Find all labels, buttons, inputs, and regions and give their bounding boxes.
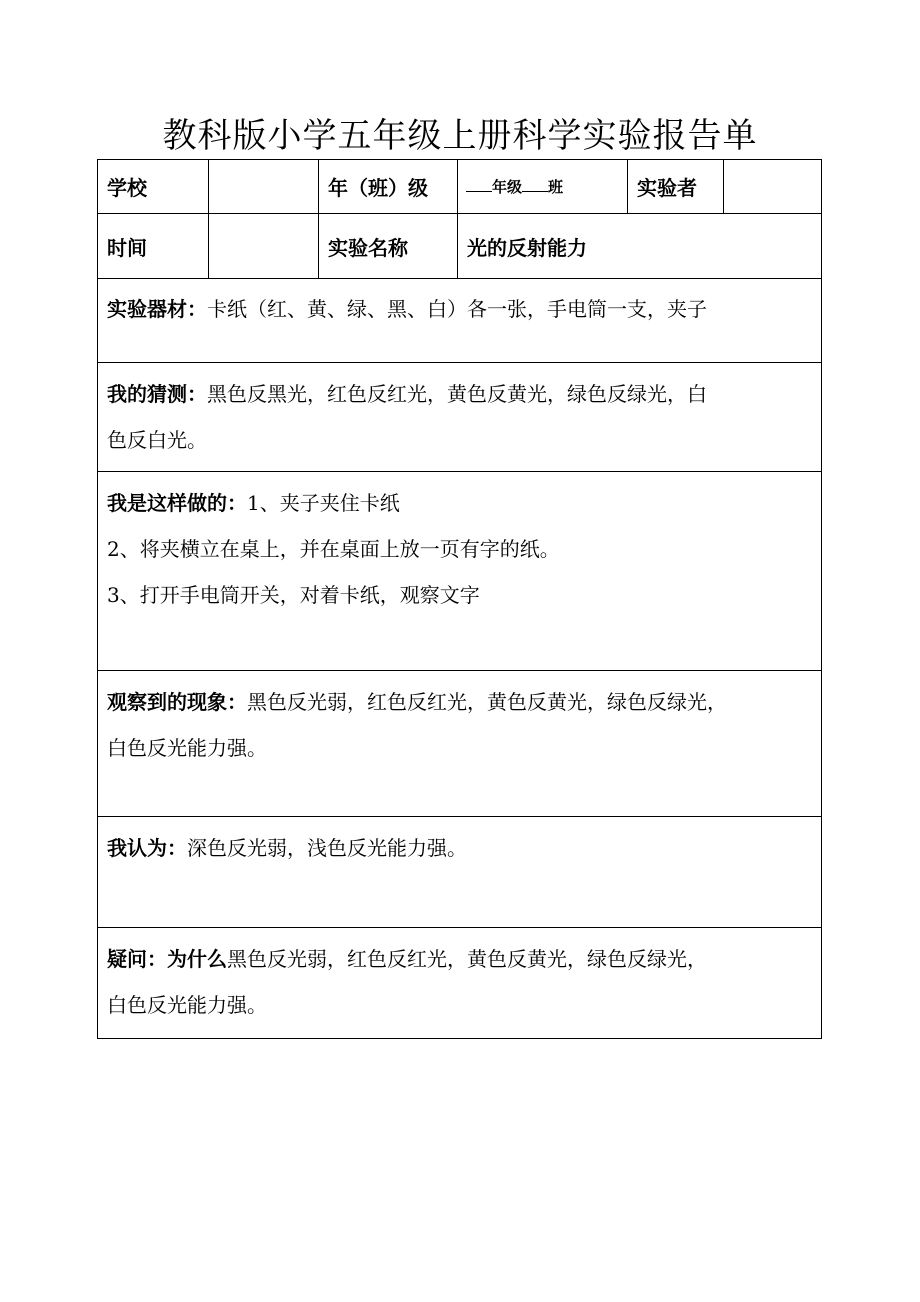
guess-label: 我的猜测： xyxy=(107,382,207,406)
conclusion-cell xyxy=(98,817,822,928)
guess-text-line1: 黑色反黑光，红色反红光，黄色反黄光，绿色反绿光，白 xyxy=(207,382,707,406)
school-label: 学校 xyxy=(98,160,209,214)
report-table xyxy=(97,159,822,1039)
materials-text: 卡纸（红、黄、绿、黑、白）各一张，手电筒一支，夹子 xyxy=(207,297,707,321)
materials-row xyxy=(98,279,822,363)
question-cell xyxy=(98,928,822,1039)
experiment-name-value: 光的反射能力 xyxy=(458,214,822,279)
question-label: 疑问：为什么 xyxy=(107,947,227,971)
question-text-line2: 白色反光能力强。 xyxy=(107,993,267,1017)
time-label: 时间 xyxy=(98,214,209,279)
question-row xyxy=(98,928,822,1039)
guess-row xyxy=(98,363,822,472)
observation-text-line1: 黑色反光弱，红色反红光，黄色反黄光，绿色反绿光， xyxy=(247,690,727,714)
class-suffix: 班 xyxy=(548,178,564,196)
procedure-step-2: 2、将夹横立在桌上，并在桌面上放一页有字的纸。 xyxy=(107,537,560,561)
procedure-step-1: 1、夹子夹住卡纸 xyxy=(247,491,400,515)
header-row-time xyxy=(98,214,822,279)
observation-text-line2: 白色反光能力强。 xyxy=(107,736,267,760)
procedure-step-3: 3、打开手电筒开关，对着卡纸，观察文字 xyxy=(107,583,480,607)
observation-label: 观察到的现象： xyxy=(107,690,247,714)
conclusion-label: 我认为： xyxy=(107,836,187,860)
time-field[interactable] xyxy=(209,214,319,279)
school-field[interactable] xyxy=(209,160,319,214)
page-title: 教科版小学五年级上册科学实验报告单 xyxy=(162,116,758,156)
grade-suffix: 年级 xyxy=(492,178,523,196)
materials-label: 实验器材： xyxy=(107,297,207,321)
header-row-school xyxy=(98,160,822,214)
question-text-line1: 黑色反光弱，红色反红光，黄色反黄光，绿色反绿光， xyxy=(227,947,707,971)
guess-cell xyxy=(98,363,822,472)
grade-class-label: 年（班）级 xyxy=(319,160,458,214)
guess-text-line2: 色反白光。 xyxy=(107,428,207,452)
class-blank[interactable] xyxy=(522,176,548,192)
conclusion-row xyxy=(98,817,822,928)
procedure-cell xyxy=(98,472,822,671)
procedure-label: 我是这样做的： xyxy=(107,491,247,515)
conclusion-text: 深色反光弱，浅色反光能力强。 xyxy=(187,836,467,860)
observation-cell xyxy=(98,671,822,817)
materials-cell xyxy=(98,279,822,363)
observation-row xyxy=(98,671,822,817)
experiment-name-label: 实验名称 xyxy=(319,214,458,279)
experimenter-label: 实验者 xyxy=(628,160,724,214)
grade-blank[interactable] xyxy=(466,176,492,192)
grade-class-field[interactable] xyxy=(458,160,628,214)
experimenter-field[interactable] xyxy=(724,160,822,214)
procedure-row xyxy=(98,472,822,671)
